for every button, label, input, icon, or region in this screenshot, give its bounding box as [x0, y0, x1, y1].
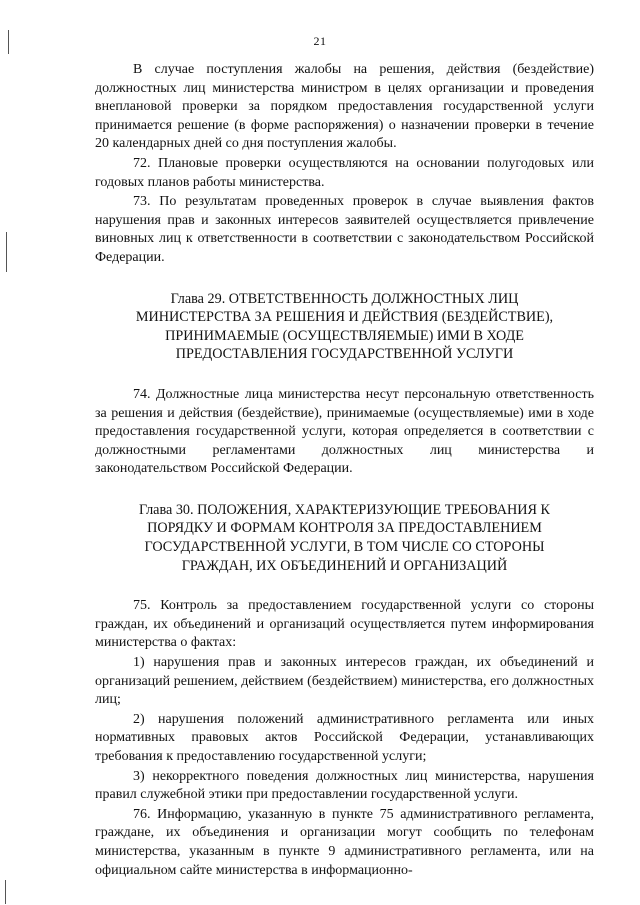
paragraph: 1) нарушения прав и законных интересов граждан, их объединений и организаций решением, действием (бездействием) министерства, его должностных лиц; [95, 655, 594, 708]
document-body [95, 61, 594, 881]
heading-line: МИНИСТЕРСТВА ЗА РЕШЕНИЯ И ДЕЙСТВИЯ (БЕЗДЕЙСТВИЕ), [135, 309, 554, 326]
paragraph: 75. Контроль за предоставлением государственной услуги со стороны граждан, их объединений и организаций осуществляется путем информирования министерства о фактах: [95, 598, 594, 651]
paragraph: 76. Информацию, указанную в пункте 75 административного регламента, граждане, их объединения и организации могут сообщить по телефонам министерства, указанным в пункте 9 административного регламента, или на официальном сайте министерства в информационно- [95, 806, 594, 878]
scan-mark [5, 880, 6, 904]
heading-line: ГРАЖДАН, ИХ ОБЪЕДИНЕНИЙ И ОРГАНИЗАЦИЙ [181, 557, 508, 574]
paragraph: В случае поступления жалобы на решения, действия (бездействие) должностных лиц министерства министром в целях организации и проведения внеплановой проверки за порядком предоставления государственной услуги принимается решение (в форме распоряжения) о назначении проверки в течение 20 календарных дней со дня поступления жалобы. [95, 62, 594, 152]
heading-line: Глава 30. ПОЛОЖЕНИЯ, ХАРАКТЕРИЗУЮЩИЕ ТРЕБОВАНИЯ К [138, 501, 551, 518]
chapter-29-heading [95, 290, 594, 364]
scan-mark [8, 30, 9, 54]
heading-line: ПРЕДОСТАВЛЕНИЯ ГОСУДАРСТВЕННОЙ УСЛУГИ [175, 346, 514, 363]
paragraph: 72. Плановые проверки осуществляются на основании полугодовых или годовых планов работы министерства. [95, 155, 594, 190]
paragraph: 3) некорректного поведения должностных лиц министерства, нарушения правил служебной этики при предоставлении государственной услуги. [95, 768, 594, 803]
paragraph: 74. Должностные лица министерства несут персональную ответственность за решения и действия (бездействие), принимаемые (осуществляемые) ими в ходе предоставления государственной услуги, которая определяется в соответствии с должностными регламентами должностных лиц министерства и законодательством Российской Федерации. [95, 386, 594, 477]
heading-line: ПРИНИМАЕМЫЕ (ОСУЩЕСТВЛЯЕМЫЕ) ИМИ В ХОДЕ [165, 327, 524, 344]
heading-line: ПОРЯДКУ И ФОРМАМ КОНТРОЛЯ ЗА ПРЕДОСТАВЛЕНИЕМ [147, 520, 542, 537]
heading-line: Глава 29. ОТВЕТСТВЕННОСТЬ ДОЛЖНОСТНЫХ ЛИЦ [170, 290, 519, 307]
chapter-30-heading [95, 501, 594, 575]
paragraph: 2) нарушения положений административного регламента или иных нормативных правовых актов Российской Федерации, устанавливающих требования к предоставлению государственной услуги; [95, 711, 594, 764]
paragraph: 73. По результатам проведенных проверок в случае выявления фактов нарушения прав и законных интересов заявителей осуществляется привлечение виновных лиц к ответственности в соответствии с законодательством Российской Федерации. [95, 194, 594, 265]
page-number: 21 [313, 34, 327, 48]
heading-line: ГОСУДАРСТВЕННОЙ УСЛУГИ, В ТОМ ЧИСЛЕ СО СТОРОНЫ [144, 539, 545, 556]
scan-mark [6, 232, 7, 272]
